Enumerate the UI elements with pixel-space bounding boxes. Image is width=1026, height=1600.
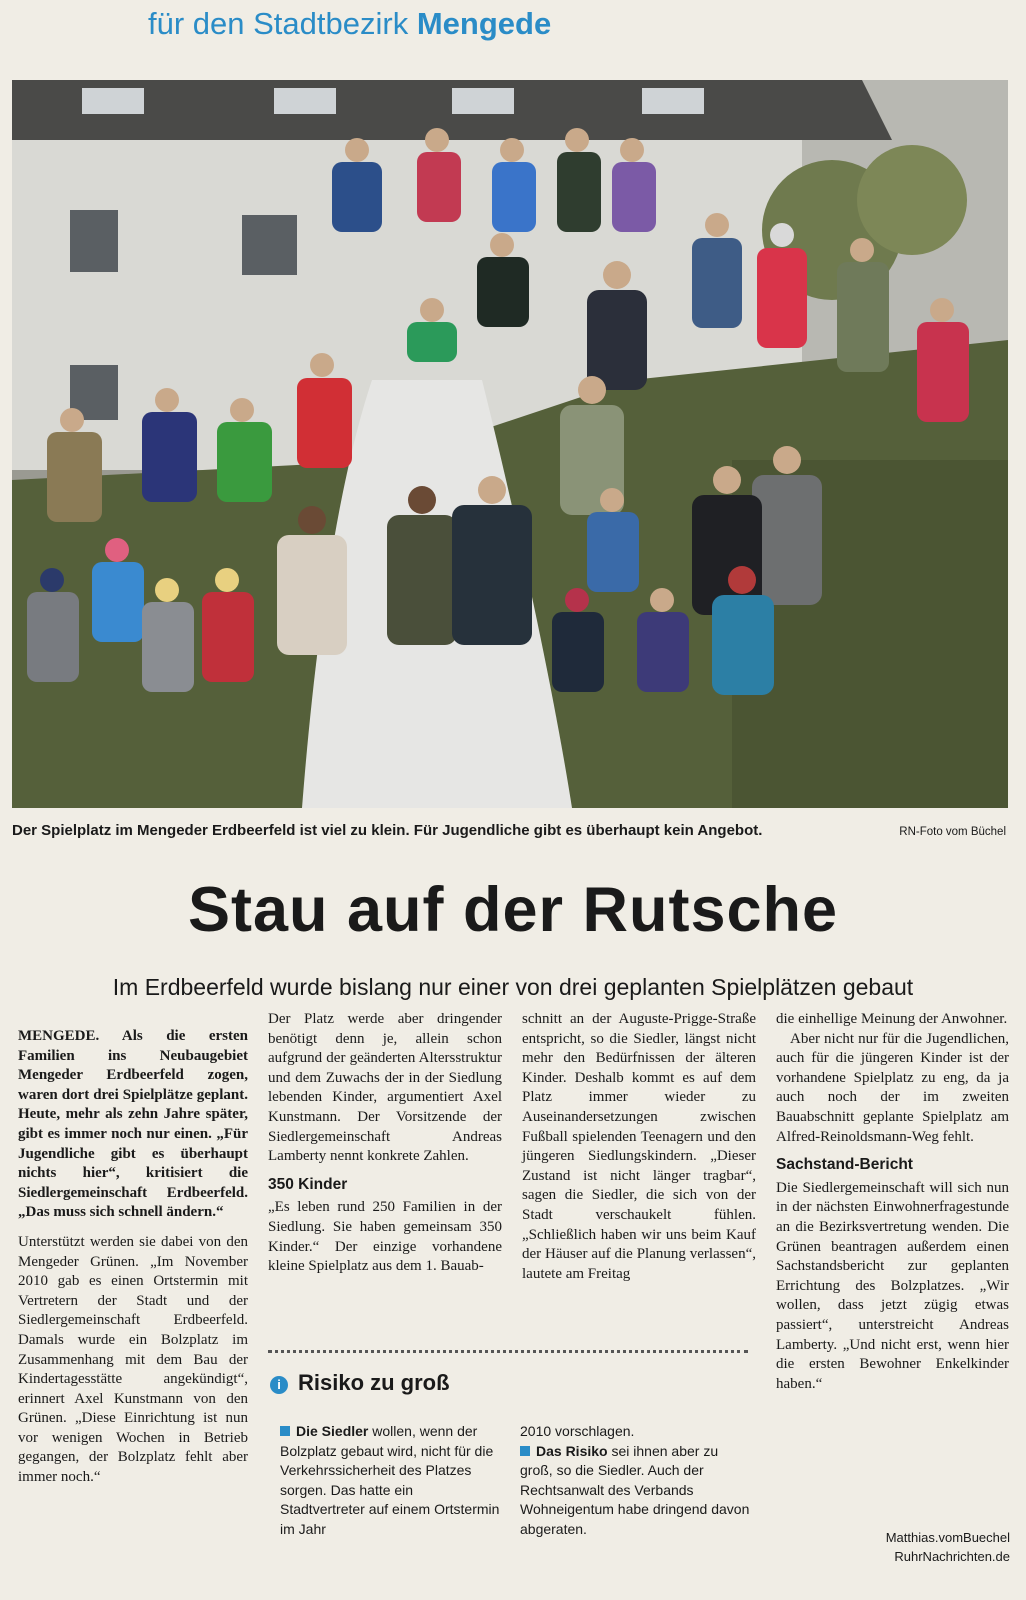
author-name: Matthias.vomBuechel (885, 1530, 1010, 1545)
lead-text: Als die ersten Familien ins Neubaugebiet Mengeder Erdbeerfeld zogen, waren dort drei Spielplätze geplant. Heute, mehr als zehn Jahre später, gibt es immer noch nur einen. „Für Jugendliche gibt es überhaupt nichts hier“, kritisiert die Siedlergemeinschaft Erdbeerfeld. „Das muss sich schnell ändern.“ (18, 1028, 248, 1221)
group-photo (12, 80, 1008, 808)
bullet-text: sei ihnen aber zu groß, so die Siedler. Auch der Rechtsanwalt des Verbands Wohneigentum habe dringend davon abgeraten. (520, 1442, 750, 1537)
section-heading: 350 Kinder (268, 1175, 348, 1193)
paragraph: Der Platz werde aber dringender benötigt denn je, allein schon aufgrund der geänderten Altersstruktur und dem Zuwachs der in der Siedlung lebenden Kinder, argumentiert Axel Kunstmann. Der Vorsitzende der Siedlergemeinschaft Andreas Lamberty nennt konkrete Zahlen. (268, 1011, 502, 1165)
section-header-prefix: für den Stadtbezirk (148, 6, 409, 41)
bullet-text: wollen, wenn der Bolzplatz gebaut wird, nicht für die Verkehrssicherheit des Platzes sorgen. Das hatte ein Stadtvertreter auf einem Ortstermin im Jahr (280, 1423, 500, 1537)
subheadline: Im Erdbeerfeld wurde bislang nur einer von drei geplanten Spielplätzen gebaut (112, 974, 914, 1000)
article-column-1 (18, 1027, 248, 1488)
paragraph: schnitt an der Auguste-Prigge-Straße entspricht, so die Siedler, längst nicht mehr den Bedürfnissen der älteren Kinder. Deshalb kommt es auf dem Platz immer wieder zu Auseinandersetzungen zwischen Fußball spielenden Teenagern und den jüngeren Siedlungskindern. „Dieser Zustand ist nicht länger tragbar“, sagen die Siedler, die sich von der Stadt verschaukelt fühlen. „Schließlich haben wir uns beim Kauf der Häuser auf die Planung verlassen“, lautete am Freitag (522, 1011, 756, 1282)
paragraph: Aber nicht nur für die Jugendlichen, auch für die jüngeren Kinder ist der vorhandene Spielplatz zu eng, da ja auch noch der im zweiten Bauabschnitt geplante Spielplatz am Alfred-Reinoldsmann-Weg fehlt. (776, 1030, 1009, 1145)
info-box-column-1 (280, 1422, 500, 1539)
group-photo-illustration (12, 80, 1008, 808)
info-box (268, 1350, 748, 1580)
section-header-district: Mengede (416, 6, 552, 41)
info-box-title: Risiko zu groß (298, 1370, 450, 1395)
dotted-divider (268, 1350, 748, 1353)
paragraph: Unterstützt werden sie dabei von den Mengeder Grünen. „Im November 2010 gab es einen Ortstermin mit Vertretern der Stadt und der Siedlergemeinschaft Erdbeerfeld. Damals wurde ein Bolzplatz im Zusammenhang mit dem Bau der Kindertagesstätte angekündigt“, erinnert Axel Kunstmann von den Grünen. „Diese Einrichtung ist nun vor wenigen Wochen in Betrieb gegangen, der Bolzplatz fehlt aber immer noch.“ (18, 1233, 248, 1486)
section-header (148, 6, 551, 42)
bullet-square-icon (280, 1426, 290, 1436)
section-heading: Sachstand-Bericht (776, 1156, 913, 1174)
lead-paragraph (18, 1027, 248, 1223)
paragraph: Die Siedlergemeinschaft will sich nun in der nächsten Einwohnerfragestunde an die Bezirksvertretung wenden. Die Grünen beantragen außerdem einen Sachstandsbericht zur geplanten Errichtung des Bolzplatzes. „Wir wollen, dass jetzt zügig etwas passiert“, unterstreicht Andreas Lamberty. „Und nicht erst, wenn hier die ersten Bewohner Enkelkinder haben.“ (776, 1179, 1009, 1392)
paragraph: „Es leben rund 250 Familien in der Siedlung. Sie haben gemeinsam 350 Kinder.“ Der einzige vorhandene kleine Spielplatz aus dem 1. Bauab- (268, 1199, 502, 1275)
paragraph: die einhellige Meinung der Anwohner. (776, 1011, 1008, 1027)
bullet-continuation: 2010 vorschlagen. (520, 1423, 635, 1439)
headline: Stau auf der Rutsche (187, 875, 839, 945)
author-signature (840, 1528, 1010, 1566)
bullet-square-icon (520, 1446, 530, 1456)
source-link[interactable]: RuhrNachrichten.de (894, 1549, 1010, 1564)
photo-caption: Der Spielplatz im Mengeder Erdbeerfeld ist viel zu klein. Für Jugendliche gibt es überhaupt kein Angebot. (12, 822, 763, 839)
dateline: MENGEDE. (18, 1028, 100, 1044)
article-column-2 (268, 1010, 502, 1277)
info-box-column-2 (520, 1422, 750, 1539)
info-icon: i (270, 1376, 288, 1394)
photo-credit: RN-Foto vom Büchel (899, 826, 1006, 838)
bullet-bold: Das Risiko (536, 1442, 608, 1459)
article-column-3 (522, 1010, 756, 1284)
article-column-4 (776, 1010, 1009, 1394)
bullet-bold: Die Siedler (296, 1423, 369, 1439)
